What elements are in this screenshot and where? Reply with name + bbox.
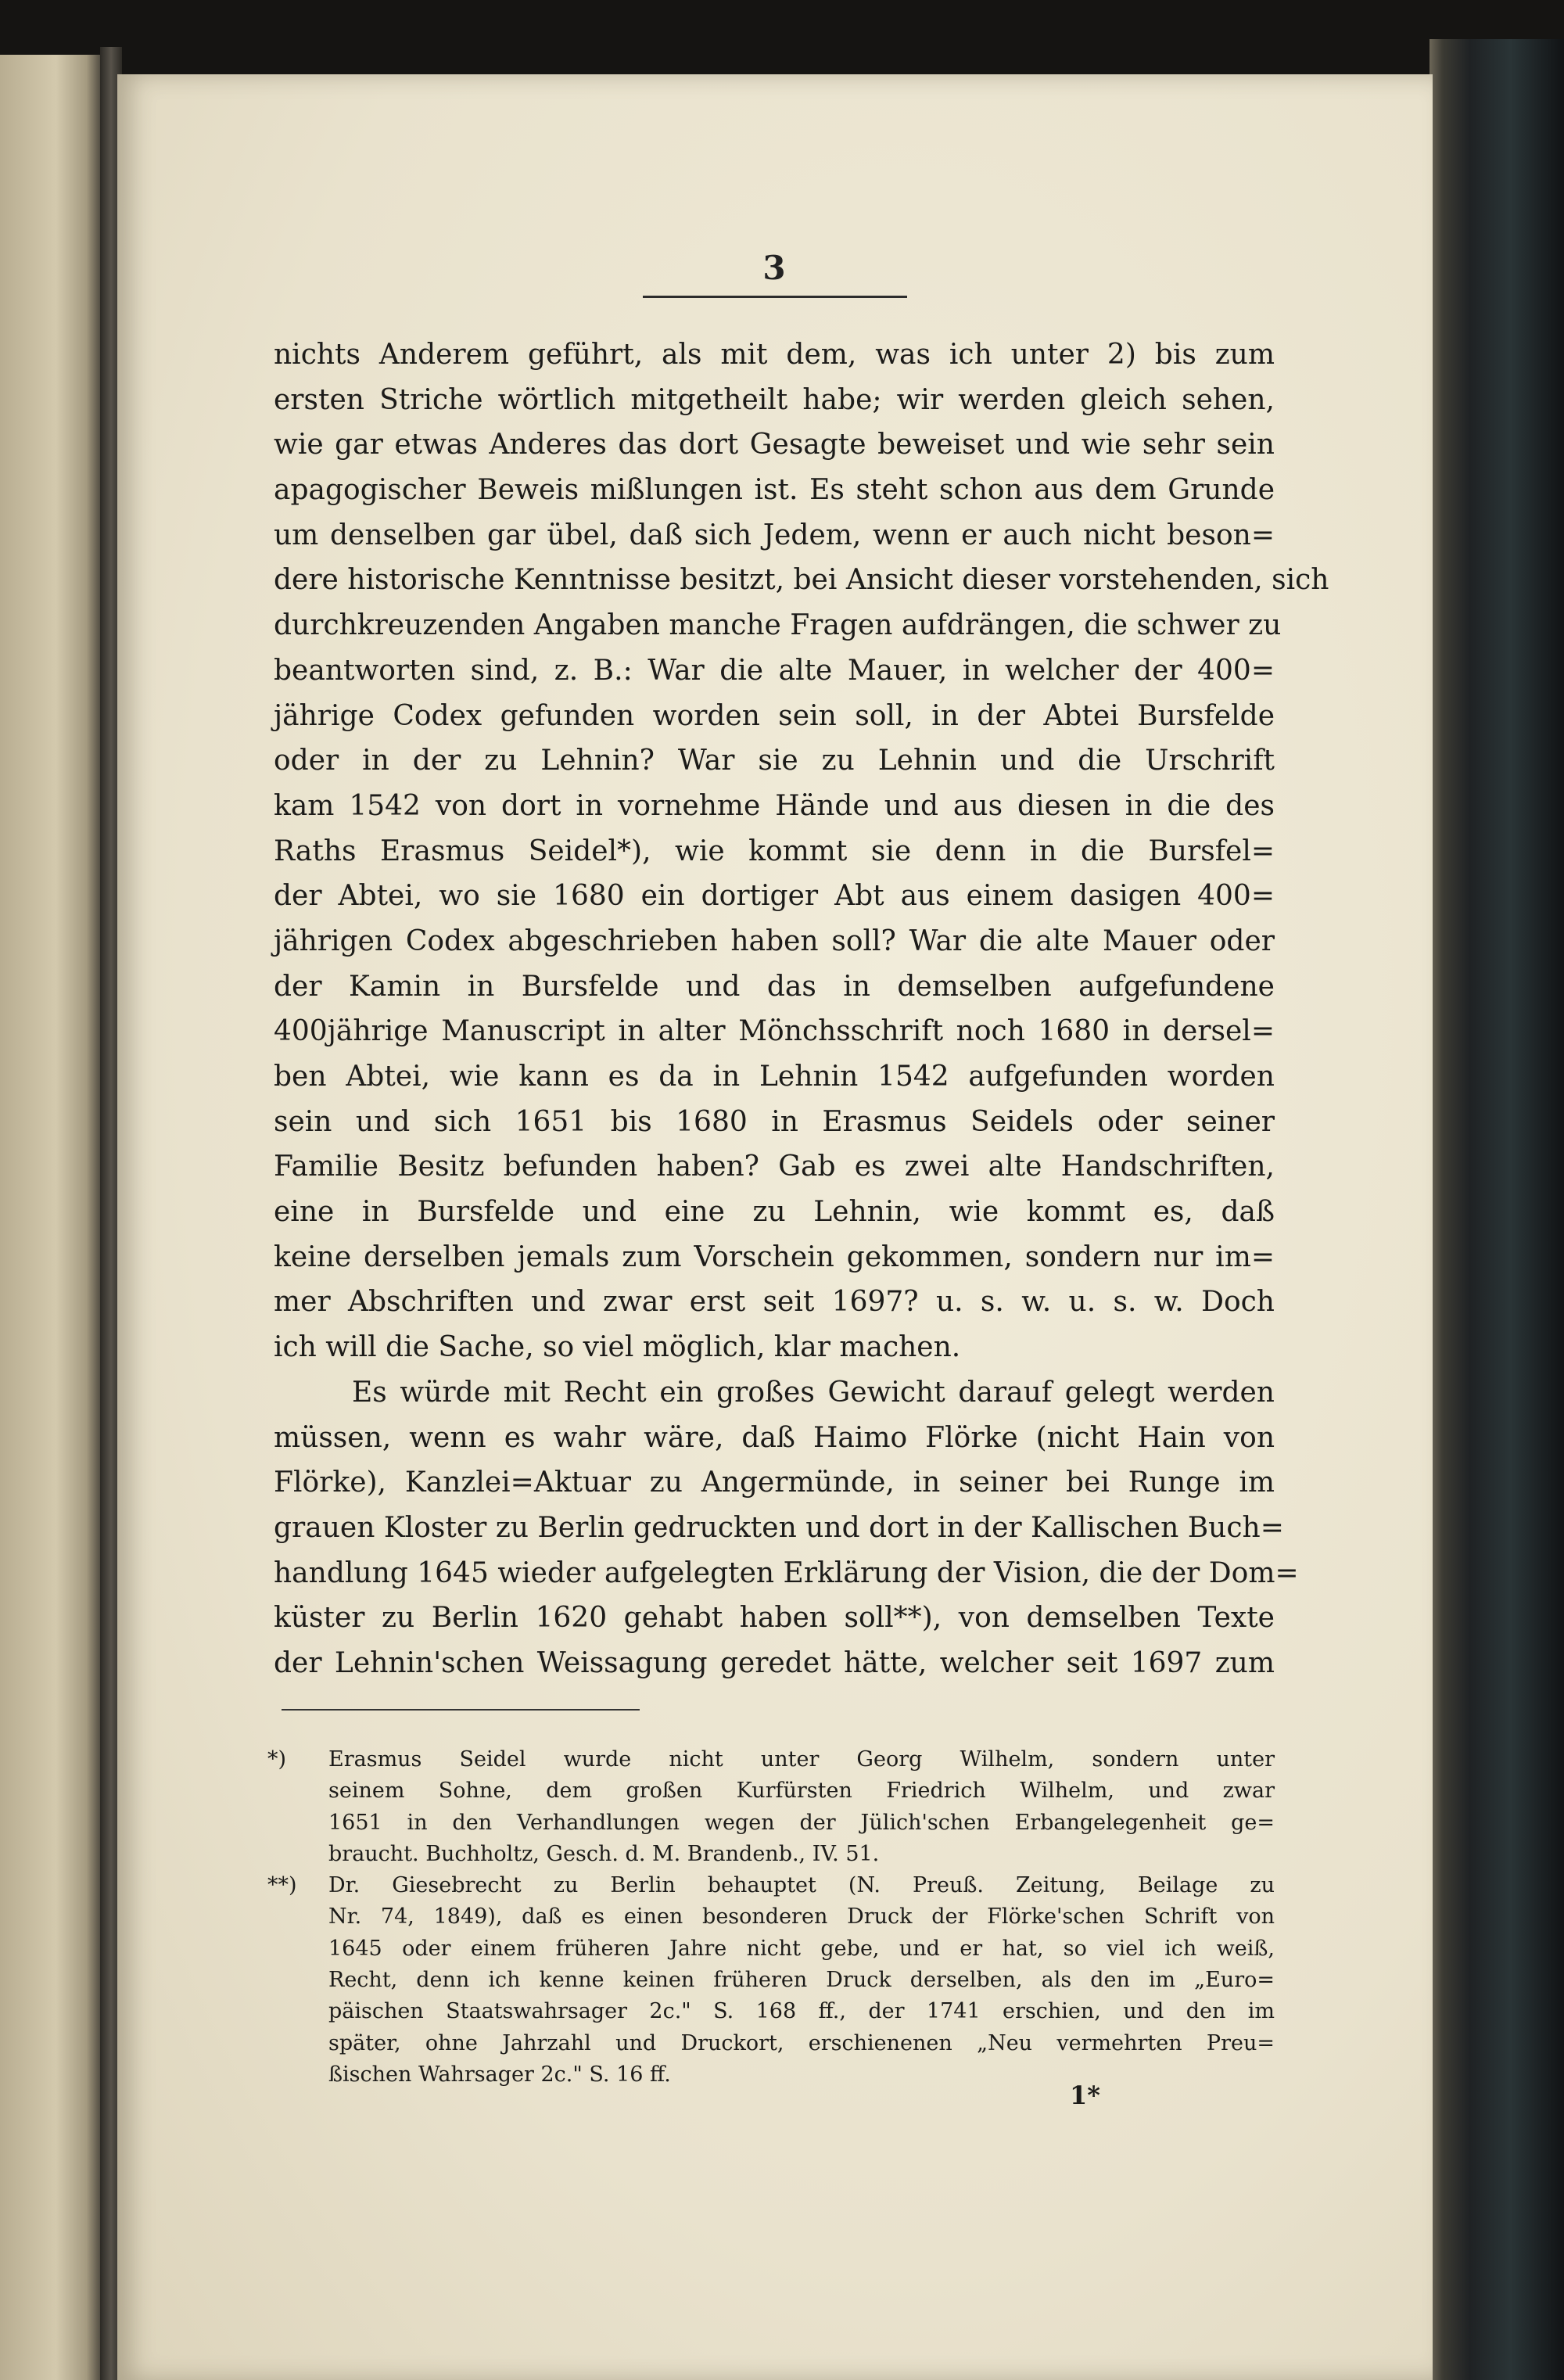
text-line: müssen, wenn es wahr wäre, daß Haimo Flörke (nicht Hain von bbox=[274, 1421, 1275, 1454]
footnote-line: 1645 oder einem früheren Jahre nicht gebe, und er hat, so viel ich weiß, bbox=[328, 1936, 1275, 1961]
text-line: oder in der zu Lehnin? War sie zu Lehnin und die Urschrift bbox=[274, 745, 1275, 777]
footnote-line: ßischen Wahrsager 2c." S. 16 ff. bbox=[328, 2062, 671, 2087]
page-number: 3 bbox=[762, 249, 786, 287]
text-line: küster zu Berlin 1620 gehabt haben soll**), von demselben Texte bbox=[274, 1602, 1275, 1635]
text-line: der Abtei, wo sie 1680 ein dortiger Abt aus einem dasigen 400= bbox=[274, 880, 1275, 913]
text-line: durchkreuzenden Angaben manche Fragen aufdrängen, die schwer zu bbox=[274, 609, 1282, 642]
text-line: mer Abschriften und zwar erst seit 1697? u. s. w. u. s. w. Doch bbox=[274, 1286, 1275, 1319]
book-cover-edge bbox=[1429, 39, 1564, 2380]
text-line: grauen Kloster zu Berlin gedruckten und dort in der Kallischen Buch= bbox=[274, 1511, 1284, 1544]
text-line: dere historische Kenntnisse besitzt, bei Ansicht dieser vorstehenden, sich bbox=[274, 564, 1329, 597]
text-line: 400jährige Manuscript in alter Mönchsschrift noch 1680 in dersel= bbox=[274, 1015, 1275, 1048]
text-line: Raths Erasmus Seidel*), wie kommt sie denn in die Bursfel= bbox=[274, 835, 1275, 867]
footnote-text: Dr. Giesebrecht zu Berlin behauptet (N. Preuß. Zeitung, Beilage zu bbox=[328, 1873, 1275, 1898]
footnote-line: päischen Staatswahrsager 2c." S. 168 ff., der 1741 erschien, und den im bbox=[328, 1999, 1275, 2024]
text-line: apagogischer Beweis mißlungen ist. Es steht schon aus dem Grunde bbox=[274, 474, 1275, 507]
left-page-edge bbox=[0, 55, 102, 2380]
text-line: der Kamin in Bursfelde und das in demselben aufgefundene bbox=[274, 970, 1275, 1003]
text-line: Flörke), Kanzlei=Aktuar zu Angermünde, in seiner bei Runge im bbox=[274, 1466, 1275, 1499]
footnotes bbox=[267, 1744, 1275, 2091]
footnote-text: Erasmus Seidel wurde nicht unter Georg Wilhelm, sondern unter bbox=[328, 1747, 1275, 1772]
text-line: beantworten sind, z. B.: War die alte Mauer, in welcher der 400= bbox=[274, 654, 1275, 687]
footnote-mark: *) bbox=[267, 1747, 287, 1772]
text-line: ersten Striche wörtlich mitgetheilt habe; wir werden gleich sehen, bbox=[274, 383, 1275, 416]
footnote-line: Recht, denn ich kenne keinen früheren Druck derselben, als den im „Euro= bbox=[328, 1968, 1275, 1993]
header-rule bbox=[643, 296, 907, 298]
footnote-line: braucht. Buchholtz, Gesch. d. M. Brandenb., IV. 51. bbox=[328, 1841, 880, 1866]
footnote-line bbox=[267, 1744, 1275, 1775]
footnote-line: später, ohne Jahrzahl und Druckort, erschienenen „Neu vermehrten Preu= bbox=[328, 2030, 1275, 2055]
text-line: sein und sich 1651 bis 1680 in Erasmus Seidels oder seiner bbox=[274, 1105, 1275, 1138]
text-line: jährige Codex gefunden worden sein soll, in der Abtei Bursfelde bbox=[274, 699, 1275, 732]
text-line: eine in Bursfelde und eine zu Lehnin, wie kommt es, daß bbox=[274, 1196, 1275, 1229]
text-line: nichts Anderem geführt, als mit dem, was ich unter 2) bis zum bbox=[274, 339, 1275, 371]
text-line: wie gar etwas Anderes das dort Gesagte beweiset und wie sehr sein bbox=[274, 429, 1275, 461]
text-line: keine derselben jemals zum Vorschein gekommen, sondern nur im= bbox=[274, 1240, 1275, 1273]
text-line: um denselben gar übel, daß sich Jedem, wenn er auch nicht beson= bbox=[274, 519, 1275, 551]
body-text bbox=[274, 332, 1329, 1686]
text-line: kam 1542 von dort in vornehme Hände und aus diesen in die des bbox=[274, 789, 1275, 822]
text-line: jährigen Codex abgeschrieben haben soll? War die alte Mauer oder bbox=[274, 924, 1275, 957]
footnote-mark: **) bbox=[267, 1873, 297, 1898]
signature-mark: 1* bbox=[1070, 2080, 1100, 2110]
text-line: ben Abtei, wie kann es da in Lehnin 1542 aufgefunden worden bbox=[274, 1061, 1275, 1093]
text-line: Familie Besitz befunden haben? Gab es zwei alte Handschriften, bbox=[274, 1151, 1275, 1183]
text-line: ich will die Sache, so viel möglich, klar machen. bbox=[274, 1331, 961, 1364]
footnote-rule bbox=[282, 1709, 640, 1711]
footnote-line: Nr. 74, 1849), daß es einen besonderen Druck der Flörke'schen Schrift von bbox=[328, 1904, 1275, 1929]
text-line: handlung 1645 wieder aufgelegten Erklärung der Vision, die der Dom= bbox=[274, 1556, 1299, 1589]
footnote-line: seinem Sohne, dem großen Kurfürsten Friedrich Wilhelm, und zwar bbox=[328, 1779, 1275, 1804]
text-line: der Lehnin'schen Weissagung geredet hätte, welcher seit 1697 zum bbox=[274, 1646, 1275, 1679]
text-line: Es würde mit Recht ein großes Gewicht darauf gelegt werden bbox=[352, 1376, 1275, 1409]
footnote-line bbox=[267, 1870, 1275, 1901]
footnote-line: 1651 in den Verhandlungen wegen der Jülich'schen Erbangelegenheit ge= bbox=[328, 1810, 1275, 1835]
